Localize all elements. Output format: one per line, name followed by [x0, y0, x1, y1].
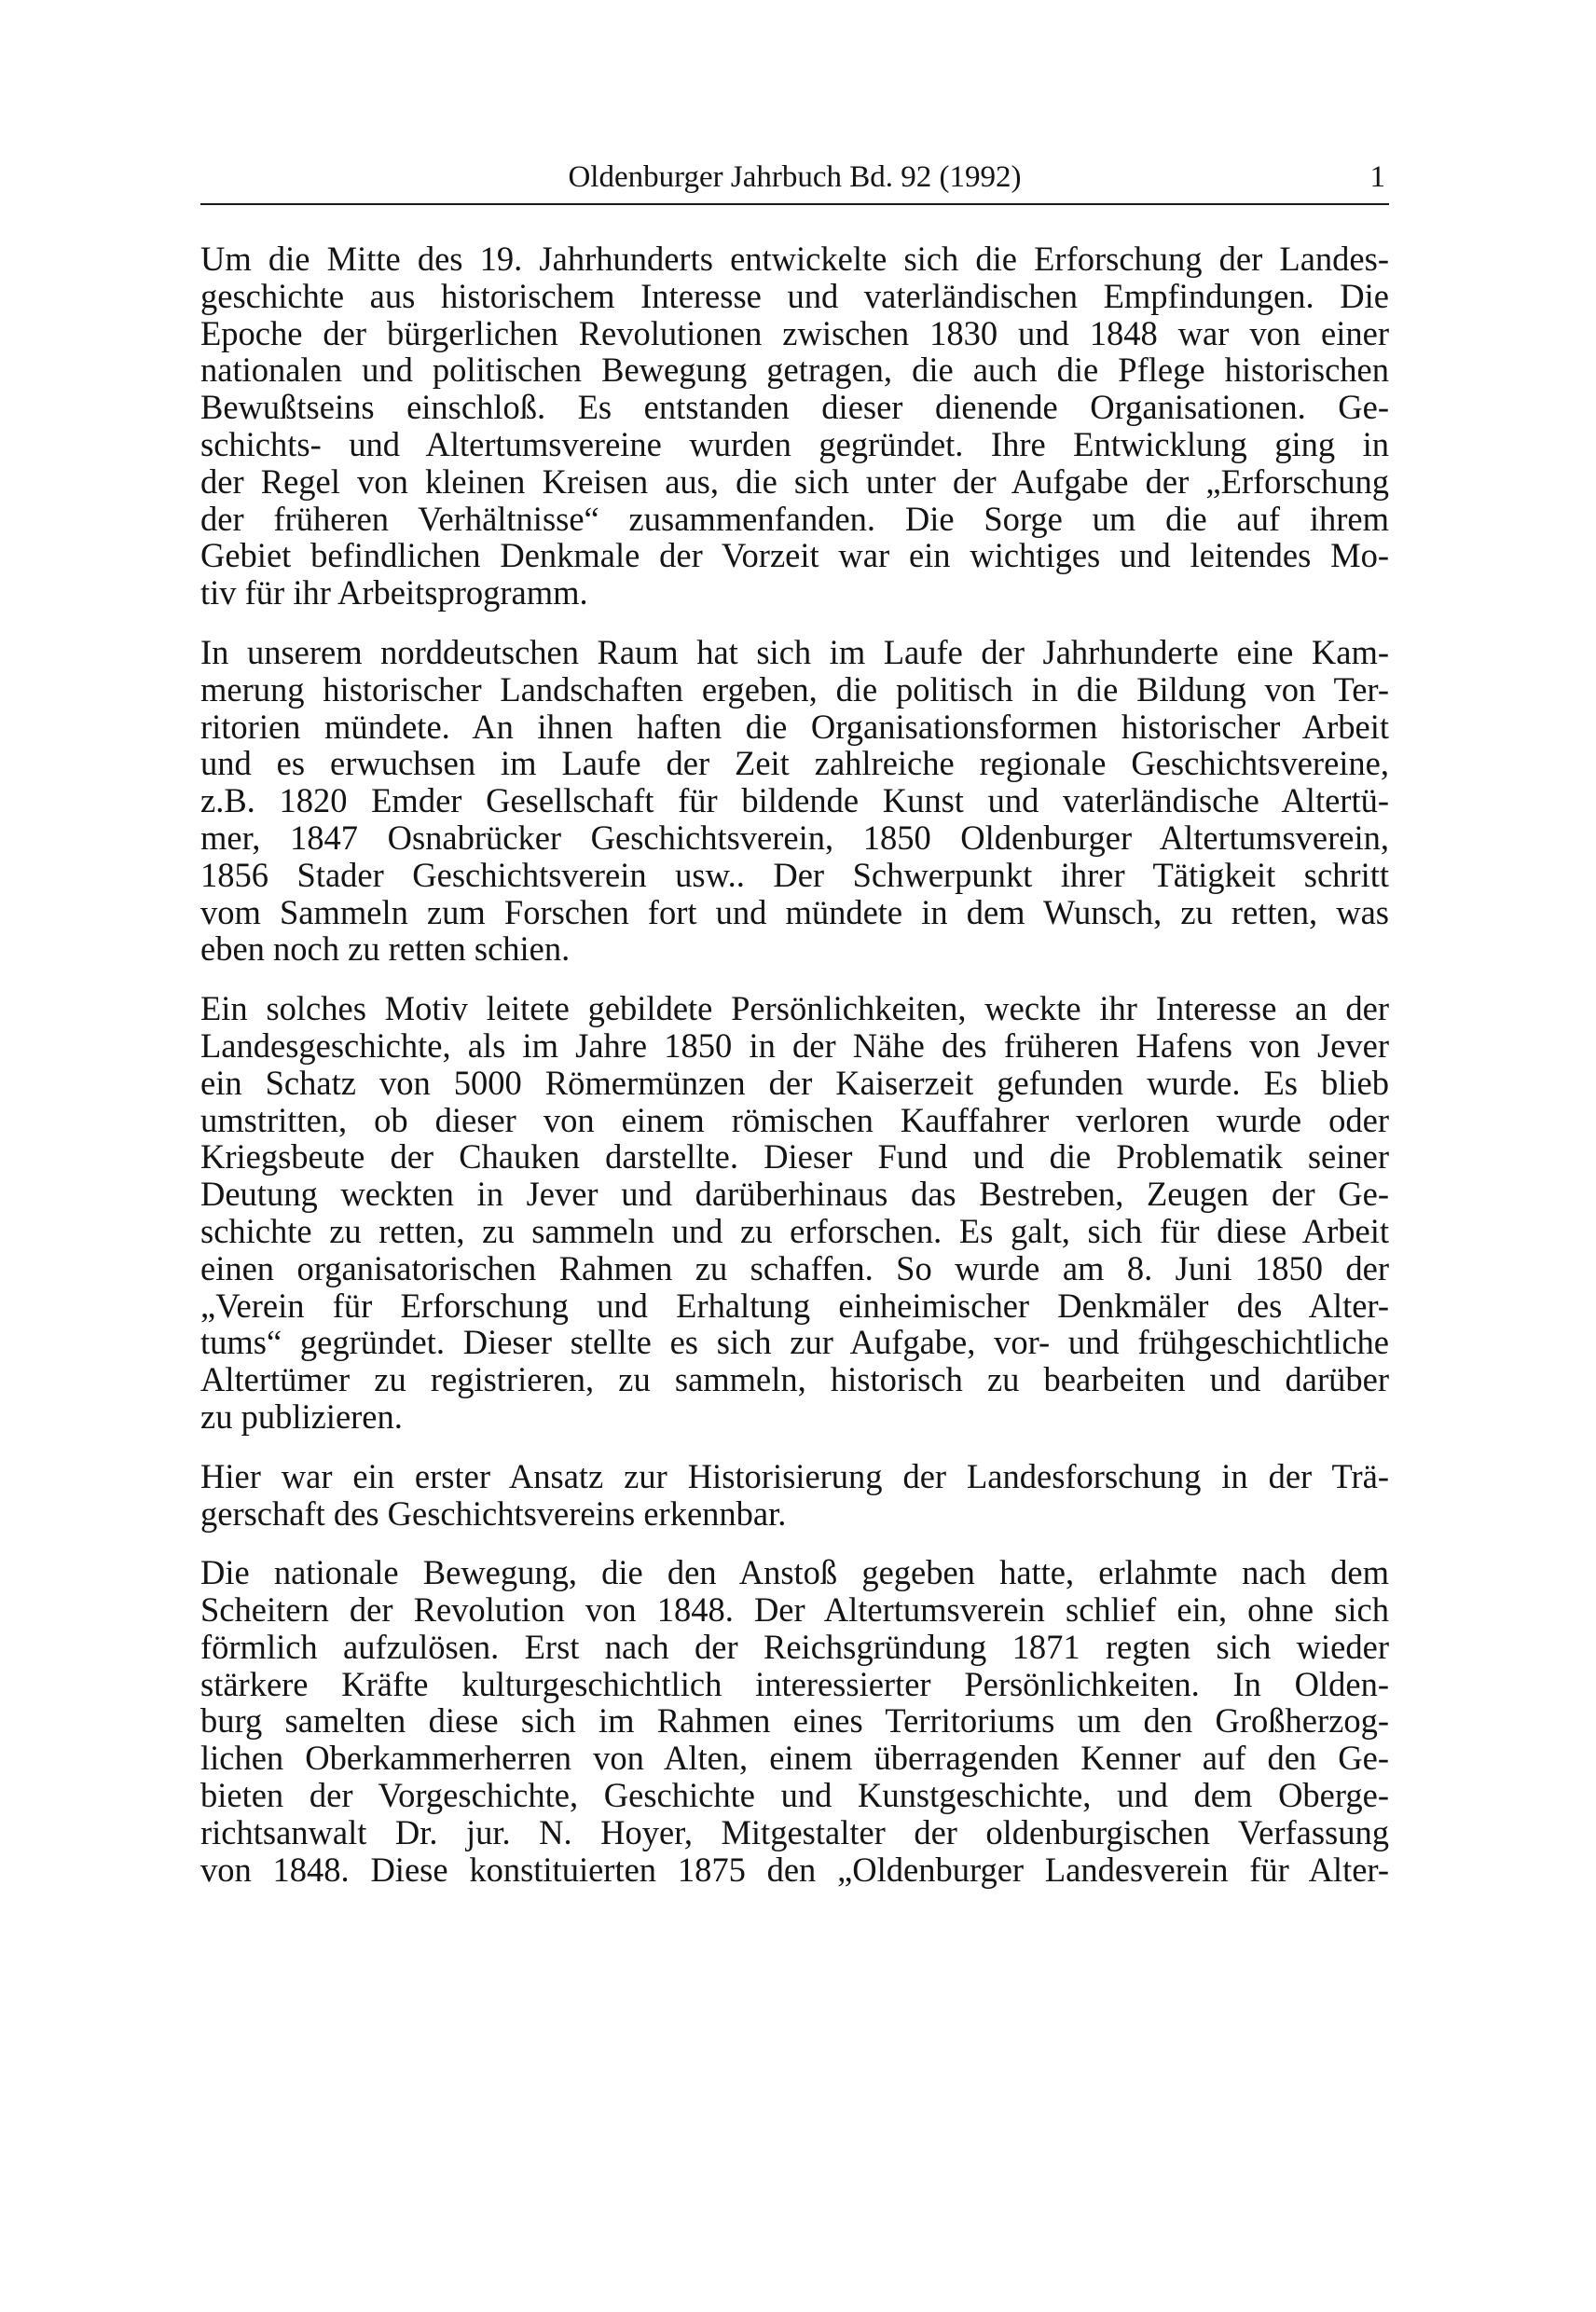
page-number: 1: [1369, 160, 1385, 194]
text-line: tums“ gegründet. Dieser stellte es sich zur Aufgabe, vor- und frühgeschichtliche: [200, 1323, 1389, 1362]
text-line: Landesgeschichte, als im Jahre 1850 in der Nähe des früheren Hafens von Jever: [200, 1025, 1389, 1065]
running-title: Oldenburger Jahrbuch Bd. 92 (1992): [568, 160, 1022, 194]
text-line: nationalen und politischen Bewegung getragen, die auch die Pflege historischen: [200, 351, 1389, 390]
text-line: Bewußtseins einschloß. Es entstanden dieser dienende Organisationen. Ge-: [200, 388, 1389, 427]
text-line: Hier war ein erster Ansatz zur Historisierung der Landesforschung in der Trä-: [200, 1456, 1389, 1495]
paragraph: [200, 990, 1389, 1436]
text-line: 1856 Stader Geschichtsverein usw.. Der Schwerpunkt ihrer Tätigkeit schritt: [200, 855, 1389, 894]
text-line: Deutung weckten in Jever und darüberhinaus das Bestreben, Zeugen der Ge-: [200, 1175, 1389, 1214]
paragraph: [200, 1458, 1389, 1533]
text-line: Scheitern der Revolution von 1848. Der Altertumsverein schlief ein, ohne sich: [200, 1590, 1389, 1630]
text-line: schichte zu retten, zu sammeln und zu erforschen. Es galt, sich für diese Arbeit: [200, 1211, 1389, 1250]
text-line: bieten der Vorgeschichte, Geschichte und Kunstgeschichte, und dem Oberge-: [200, 1776, 1389, 1815]
text-line: Ein solches Motiv leitete gebildete Persönlichkeiten, weckte ihr Interesse an der: [200, 989, 1389, 1028]
paragraph: [200, 241, 1389, 612]
paragraph: [200, 1554, 1389, 1888]
text-line: Gebiet befindlichen Denkmale der Vorzeit war ein wichtiges und leitendes Mo-: [200, 536, 1389, 575]
text-line: eben noch zu retten schien.: [200, 929, 571, 969]
body-text: [200, 241, 1389, 1910]
text-line: Um die Mitte des 19. Jahrhunderts entwickelte sich die Erforschung der Landes-: [200, 240, 1389, 278]
text-line: zu publizieren.: [200, 1397, 403, 1436]
text-line: geschichte aus historischem Interesse und vaterländischen Empfindungen. Die: [200, 276, 1389, 315]
text-line: richtsanwalt Dr. jur. N. Hoyer, Mitgestalter der oldenburgischen Verfassung: [200, 1812, 1389, 1851]
text-line: mer, 1847 Osnabrücker Geschichtsverein, 1850 Oldenburger Altertumsverein,: [200, 818, 1389, 857]
text-line: Die nationale Bewegung, die den Anstoß gegeben hatte, erlahmte nach dem: [200, 1553, 1389, 1592]
text-line: förmlich aufzulösen. Erst nach der Reichsgründung 1871 regten sich wieder: [200, 1627, 1389, 1666]
text-line: gerschaft des Geschichtsvereins erkennbar.: [200, 1493, 787, 1533]
text-line: vom Sammeln zum Forschen fort und mündete in dem Wunsch, zu retten, was: [200, 892, 1389, 931]
text-line: In unserem norddeutschen Raum hat sich im Laufe der Jahrhunderte eine Kam-: [200, 632, 1389, 671]
paragraph: [200, 634, 1389, 968]
text-line: umstritten, ob dieser von einem römischen Kauffahrer verloren wurde oder: [200, 1100, 1389, 1139]
text-line: ein Schatz von 5000 Römermünzen der Kaiserzeit gefunden wurde. Es blieb: [200, 1063, 1389, 1102]
text-line: „Verein für Erforschung und Erhaltung einheimischer Denkmäler des Alter-: [200, 1286, 1389, 1325]
text-line: lichen Oberkammerherren von Alten, einem überragenden Kenner auf den Ge-: [200, 1739, 1389, 1778]
text-line: tiv für ihr Arbeitsprogramm.: [200, 573, 588, 612]
text-line: der früheren Verhältnisse“ zusammenfanden. Die Sorge um die auf ihrem: [200, 499, 1389, 538]
text-line: burg samelten diese sich im Rahmen eines Territoriums um den Großherzog-: [200, 1701, 1389, 1741]
text-line: ritorien mündete. An ihnen haften die Organisationsformen historischer Arbeit: [200, 707, 1389, 746]
text-line: schichts- und Altertumsvereine wurden gegründet. Ihre Entwicklung ging in: [200, 424, 1389, 463]
text-line: und es erwuchsen im Laufe der Zeit zahlreiche regionale Geschichtsvereine,: [200, 744, 1389, 783]
text-line: von 1848. Diese konstituierten 1875 den „Oldenburger Landesverein für Alter-: [200, 1850, 1389, 1889]
text-line: Epoche der bürgerlichen Revolutionen zwischen 1830 und 1848 war von einer: [200, 313, 1389, 352]
text-line: Kriegsbeute der Chauken darstellte. Dieser Fund und die Problematik seiner: [200, 1137, 1389, 1177]
text-line: z.B. 1820 Emder Gesellschaft für bildende Kunst und vaterländische Altertü-: [200, 781, 1389, 820]
running-header: [200, 157, 1389, 205]
text-line: merung historischer Landschaften ergeben, die politisch in die Bildung von Ter-: [200, 669, 1389, 709]
text-line: der Regel von kleinen Kreisen aus, die sich unter der Aufgabe der „Erforschung: [200, 461, 1389, 501]
text-line: Altertümer zu registrieren, zu sammeln, historisch zu bearbeiten und darüber: [200, 1360, 1389, 1399]
text-line: stärkere Kräfte kulturgeschichtlich interessierter Persönlichkeiten. In Olden-: [200, 1664, 1389, 1703]
text-line: einen organisatorischen Rahmen zu schaffen. So wurde am 8. Juni 1850 der: [200, 1248, 1389, 1287]
